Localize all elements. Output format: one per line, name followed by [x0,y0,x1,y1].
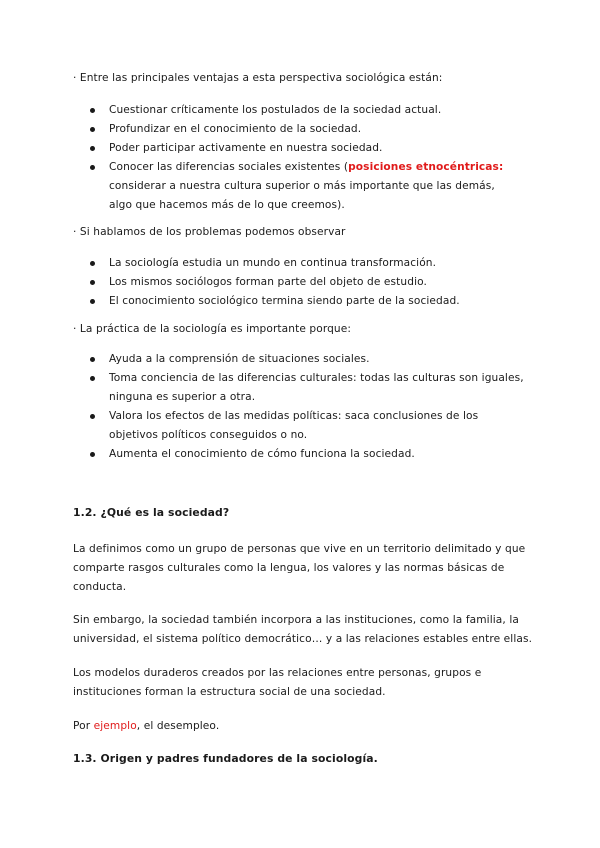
list-item-text: Conocer las diferencias sociales existentes ( [109,161,349,173]
example-line [73,717,543,736]
heading-que-es-la-sociedad: 1.2. ¿Qué es la sociedad? [73,506,230,519]
list-item: Profundizar en el conocimiento de la sociedad. [85,120,505,139]
list-item: Toma conciencia de las diferencias culturales: todas las culturas son iguales, ninguna es superior a otra. [85,369,525,407]
section-intro-ventajas: · Entre las principales ventajas a esta perspectiva sociológica están: [73,72,443,84]
example-pre: Por [73,720,94,732]
list-item: Ayuda a la comprensión de situaciones sociales. [85,350,525,369]
paragraph: Los modelos duraderos creados por las relaciones entre personas, grupos e instituciones forman la estructura social de una sociedad. [73,667,482,698]
list-practica [85,350,525,464]
paragraph: Sin embargo, la sociedad también incorpora a las instituciones, como la familia, la universidad, el sistema político democrático… y a las relaciones estables entre ellas. [73,614,533,645]
list-item: Aumenta el conocimiento de cómo funciona la sociedad. [85,445,525,464]
highlight-etnocentricas: posiciones etnocéntricas: [348,161,504,173]
paragraph: La definimos como un grupo de personas que vive en un territorio delimitado y que comparte rasgos culturales como la lengua, los valores y las normas básicas de conducta. [73,543,526,593]
list-item: Los mismos sociólogos forman parte del objeto de estudio. [85,273,505,292]
list-ventajas [85,101,505,215]
section-intro-practica: · La práctica de la sociología es importante porque: [73,323,352,335]
list-problemas [85,254,505,311]
list-item: Valora los efectos de las medidas políticas: saca conclusiones de los objetivos políticos conseguidos o no. [85,407,525,445]
list-item [85,158,505,215]
list-item: Poder participar activamente en nuestra sociedad. [85,139,505,158]
example-post: , el desempleo. [136,720,220,732]
list-item-text: considerar a nuestra cultura superior o más importante que las demás, algo que hacemos más de lo que creemos). [109,180,495,211]
list-item: El conocimiento sociológico termina siendo parte de la sociedad. [85,292,505,311]
section-intro-problemas: · Si hablamos de los problemas podemos observar [73,226,346,238]
highlight-ejemplo: ejemplo [93,720,137,732]
heading-origen-padres-fundadores: 1.3. Origen y padres fundadores de la sociología. [73,752,378,765]
list-item: La sociología estudia un mundo en continua transformación. [85,254,505,273]
list-item: Cuestionar críticamente los postulados de la sociedad actual. [85,101,505,120]
